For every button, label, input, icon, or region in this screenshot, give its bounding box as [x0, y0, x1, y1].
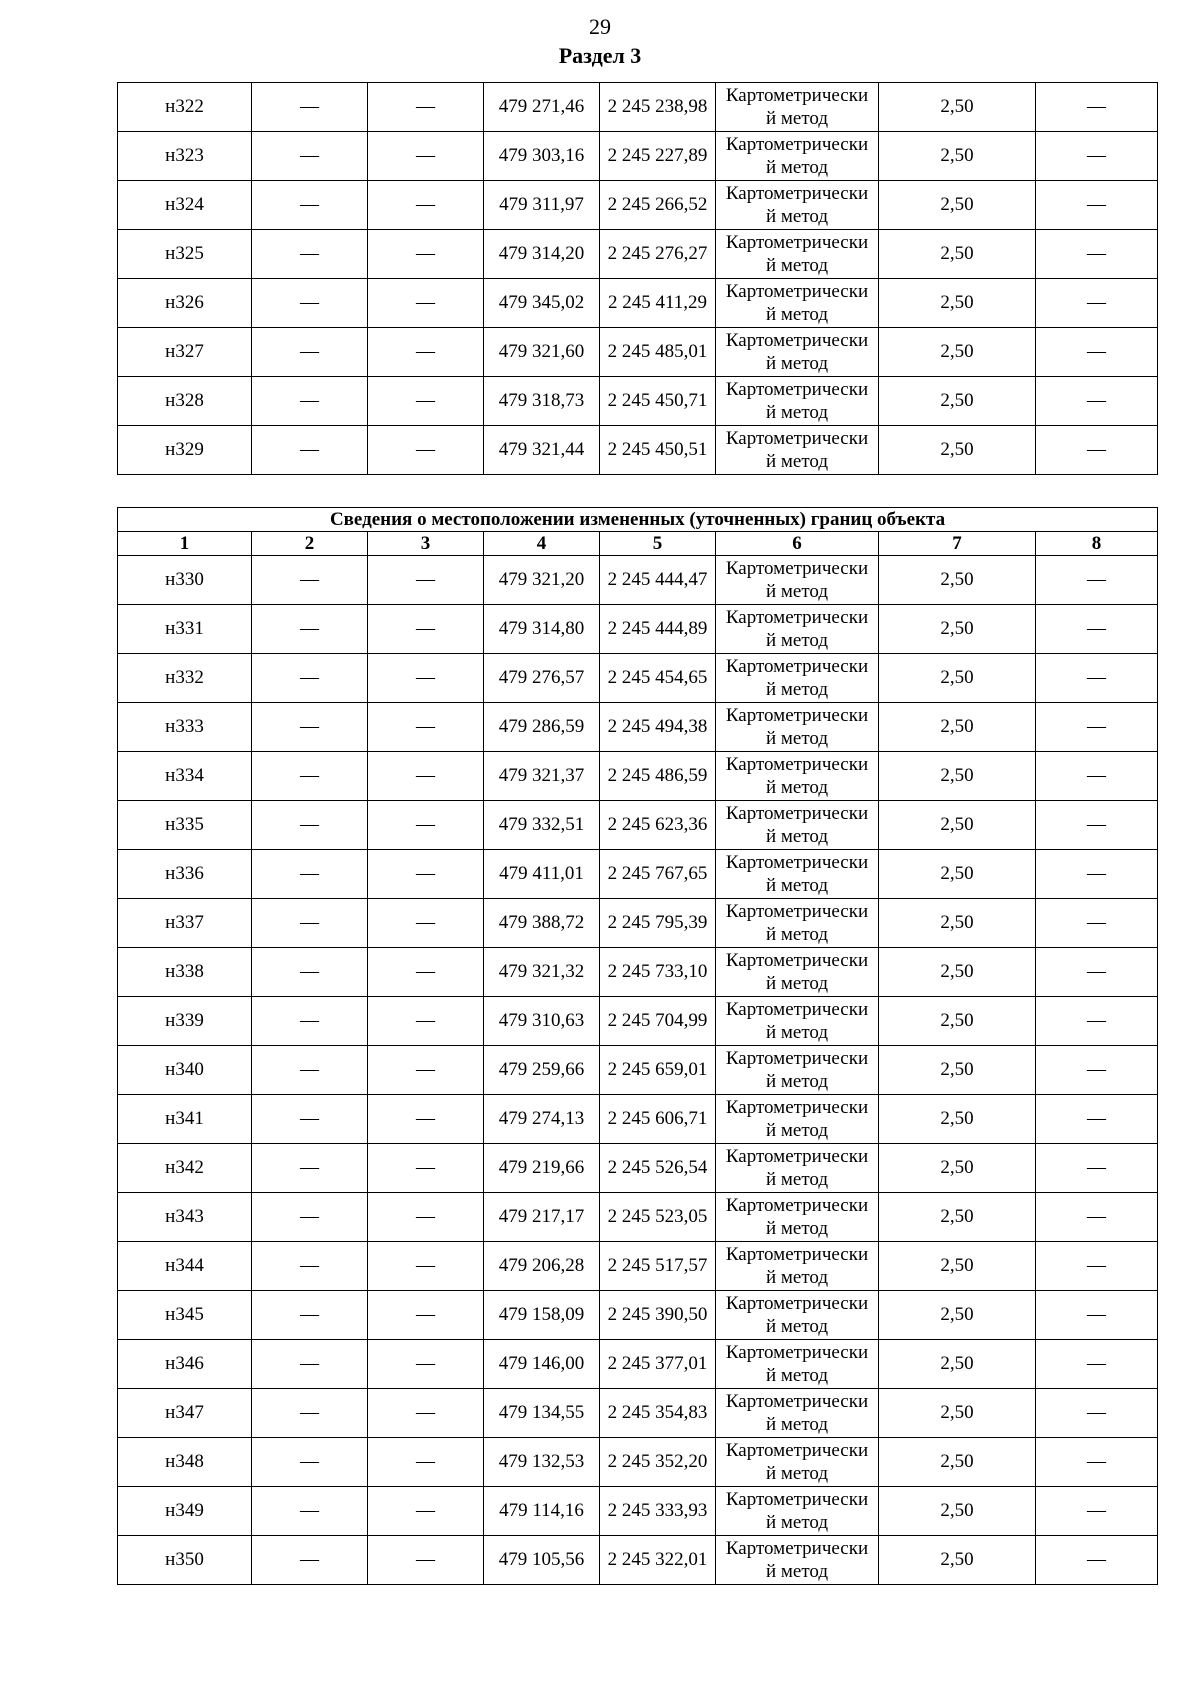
old-x-cell: — — [252, 1144, 368, 1193]
description-cell: — — [1036, 654, 1158, 703]
section-title: Раздел 3 — [558, 43, 642, 68]
accuracy-cell: 2,50 — [879, 83, 1036, 132]
x-coordinate-cell: 479 158,09 — [484, 1291, 600, 1340]
old-y-cell: — — [368, 1487, 484, 1536]
column-number-cell: 4 — [484, 532, 600, 556]
x-coordinate-cell: 479 321,37 — [484, 752, 600, 801]
method-cell: Картометрически й метод — [716, 752, 879, 801]
old-x-cell: — — [252, 181, 368, 230]
old-x-cell: — — [252, 377, 368, 426]
y-coordinate-cell: 2 245 606,71 — [600, 1095, 716, 1144]
description-cell: — — [1036, 1389, 1158, 1438]
method-cell: Картометрически й метод — [716, 1193, 879, 1242]
x-coordinate-cell: 479 114,16 — [484, 1487, 600, 1536]
column-number-row — [118, 532, 1158, 556]
method-cell: Картометрически й метод — [716, 1487, 879, 1536]
point-number-cell: н349 — [118, 1487, 252, 1536]
description-cell: — — [1036, 377, 1158, 426]
table-row — [118, 1340, 1158, 1389]
old-x-cell: — — [252, 1438, 368, 1487]
y-coordinate-cell: 2 245 411,29 — [600, 279, 716, 328]
description-cell: — — [1036, 230, 1158, 279]
description-cell: — — [1036, 1046, 1158, 1095]
old-y-cell: — — [368, 181, 484, 230]
old-y-cell: — — [368, 1193, 484, 1242]
y-coordinate-cell: 2 245 486,59 — [600, 752, 716, 801]
accuracy-cell: 2,50 — [879, 752, 1036, 801]
old-x-cell: — — [252, 230, 368, 279]
point-number-cell: н350 — [118, 1536, 252, 1585]
method-cell: Картометрически й метод — [716, 1291, 879, 1340]
x-coordinate-cell: 479 259,66 — [484, 1046, 600, 1095]
old-x-cell: — — [252, 899, 368, 948]
table-row — [118, 605, 1158, 654]
old-x-cell: — — [252, 1095, 368, 1144]
point-number-cell: н322 — [118, 83, 252, 132]
table-row — [118, 850, 1158, 899]
table-row — [118, 948, 1158, 997]
y-coordinate-cell: 2 245 767,65 — [600, 850, 716, 899]
old-y-cell: — — [368, 1438, 484, 1487]
method-cell: Картометрически й метод — [716, 1242, 879, 1291]
point-number-cell: н339 — [118, 997, 252, 1046]
point-number-cell: н325 — [118, 230, 252, 279]
accuracy-cell: 2,50 — [879, 1242, 1036, 1291]
y-coordinate-cell: 2 245 623,36 — [600, 801, 716, 850]
accuracy-cell: 2,50 — [879, 654, 1036, 703]
table-row — [118, 556, 1158, 605]
old-x-cell: — — [252, 328, 368, 377]
table-caption: Сведения о местоположении измененных (уточненных) границ объекта — [118, 508, 1158, 532]
accuracy-cell: 2,50 — [879, 279, 1036, 328]
accuracy-cell: 2,50 — [879, 328, 1036, 377]
y-coordinate-cell: 2 245 517,57 — [600, 1242, 716, 1291]
point-number-cell: н326 — [118, 279, 252, 328]
old-x-cell: — — [252, 1242, 368, 1291]
description-cell: — — [1036, 1095, 1158, 1144]
description-cell: — — [1036, 948, 1158, 997]
method-cell: Картометрически й метод — [716, 181, 879, 230]
description-cell: — — [1036, 752, 1158, 801]
y-coordinate-cell: 2 245 333,93 — [600, 1487, 716, 1536]
table-row — [118, 1291, 1158, 1340]
x-coordinate-cell: 479 217,17 — [484, 1193, 600, 1242]
description-cell: — — [1036, 899, 1158, 948]
old-y-cell: — — [368, 328, 484, 377]
description-cell: — — [1036, 850, 1158, 899]
x-coordinate-cell: 479 276,57 — [484, 654, 600, 703]
method-cell: Картометрически й метод — [716, 426, 879, 475]
point-number-cell: н323 — [118, 132, 252, 181]
accuracy-cell: 2,50 — [879, 1291, 1036, 1340]
table-row — [118, 1438, 1158, 1487]
column-number-cell: 2 — [252, 532, 368, 556]
table-row — [118, 703, 1158, 752]
old-x-cell: — — [252, 1536, 368, 1585]
y-coordinate-cell: 2 245 276,27 — [600, 230, 716, 279]
table-row — [118, 1095, 1158, 1144]
description-cell: — — [1036, 1487, 1158, 1536]
column-number-cell: 3 — [368, 532, 484, 556]
old-x-cell: — — [252, 703, 368, 752]
old-y-cell: — — [368, 1291, 484, 1340]
table-row — [118, 752, 1158, 801]
method-cell: Картометрически й метод — [716, 605, 879, 654]
point-number-cell: н341 — [118, 1095, 252, 1144]
old-y-cell: — — [368, 1144, 484, 1193]
method-cell: Картометрически й метод — [716, 801, 879, 850]
description-cell: — — [1036, 1438, 1158, 1487]
point-number-cell: н343 — [118, 1193, 252, 1242]
method-cell: Картометрически й метод — [716, 328, 879, 377]
old-x-cell: — — [252, 556, 368, 605]
description-cell: — — [1036, 1193, 1158, 1242]
x-coordinate-cell: 479 314,80 — [484, 605, 600, 654]
old-y-cell: — — [368, 1046, 484, 1095]
table-row — [118, 328, 1158, 377]
table-row — [118, 801, 1158, 850]
boundaries-table — [117, 507, 1158, 1585]
method-cell: Картометрически й метод — [716, 899, 879, 948]
y-coordinate-cell: 2 245 444,47 — [600, 556, 716, 605]
old-x-cell: — — [252, 83, 368, 132]
description-cell: — — [1036, 556, 1158, 605]
point-number-cell: н336 — [118, 850, 252, 899]
accuracy-cell: 2,50 — [879, 1389, 1036, 1438]
point-number-cell: н329 — [118, 426, 252, 475]
old-y-cell: — — [368, 377, 484, 426]
accuracy-cell: 2,50 — [879, 948, 1036, 997]
old-x-cell: — — [252, 948, 368, 997]
point-number-cell: н331 — [118, 605, 252, 654]
point-number-cell: н335 — [118, 801, 252, 850]
table-row — [118, 181, 1158, 230]
x-coordinate-cell: 479 146,00 — [484, 1340, 600, 1389]
description-cell: — — [1036, 83, 1158, 132]
old-y-cell: — — [368, 997, 484, 1046]
description-cell: — — [1036, 703, 1158, 752]
old-x-cell: — — [252, 801, 368, 850]
method-cell: Картометрически й метод — [716, 703, 879, 752]
table-row — [118, 1046, 1158, 1095]
old-y-cell: — — [368, 1340, 484, 1389]
accuracy-cell: 2,50 — [879, 850, 1036, 899]
accuracy-cell: 2,50 — [879, 1536, 1036, 1585]
old-x-cell: — — [252, 279, 368, 328]
x-coordinate-cell: 479 206,28 — [484, 1242, 600, 1291]
old-x-cell: — — [252, 1487, 368, 1536]
description-cell: — — [1036, 1242, 1158, 1291]
y-coordinate-cell: 2 245 377,01 — [600, 1340, 716, 1389]
old-y-cell: — — [368, 899, 484, 948]
accuracy-cell: 2,50 — [879, 1144, 1036, 1193]
accuracy-cell: 2,50 — [879, 899, 1036, 948]
y-coordinate-cell: 2 245 227,89 — [600, 132, 716, 181]
accuracy-cell: 2,50 — [879, 230, 1036, 279]
x-coordinate-cell: 479 271,46 — [484, 83, 600, 132]
description-cell: — — [1036, 1144, 1158, 1193]
accuracy-cell: 2,50 — [879, 556, 1036, 605]
table-row — [118, 279, 1158, 328]
table-row — [118, 1536, 1158, 1585]
table-row — [118, 377, 1158, 426]
column-number-cell: 7 — [879, 532, 1036, 556]
old-y-cell: — — [368, 605, 484, 654]
y-coordinate-cell: 2 245 354,83 — [600, 1389, 716, 1438]
table-row — [118, 899, 1158, 948]
description-cell: — — [1036, 279, 1158, 328]
table-row — [118, 1389, 1158, 1438]
method-cell: Картометрически й метод — [716, 1438, 879, 1487]
column-number-cell: 5 — [600, 532, 716, 556]
x-coordinate-cell: 479 332,51 — [484, 801, 600, 850]
y-coordinate-cell: 2 245 322,01 — [600, 1536, 716, 1585]
point-number-cell: н328 — [118, 377, 252, 426]
accuracy-cell: 2,50 — [879, 801, 1036, 850]
method-cell: Картометрически й метод — [716, 654, 879, 703]
table-row — [118, 132, 1158, 181]
accuracy-cell: 2,50 — [879, 1487, 1036, 1536]
y-coordinate-cell: 2 245 444,89 — [600, 605, 716, 654]
method-cell: Картометрически й метод — [716, 556, 879, 605]
method-cell: Картометрически й метод — [716, 1095, 879, 1144]
method-cell: Картометрически й метод — [716, 83, 879, 132]
y-coordinate-cell: 2 245 352,20 — [600, 1438, 716, 1487]
old-y-cell: — — [368, 279, 484, 328]
point-number-cell: н348 — [118, 1438, 252, 1487]
description-cell: — — [1036, 997, 1158, 1046]
point-number-cell: н338 — [118, 948, 252, 997]
x-coordinate-cell: 479 345,02 — [484, 279, 600, 328]
y-coordinate-cell: 2 245 450,71 — [600, 377, 716, 426]
point-number-cell: н324 — [118, 181, 252, 230]
x-coordinate-cell: 479 134,55 — [484, 1389, 600, 1438]
y-coordinate-cell: 2 245 733,10 — [600, 948, 716, 997]
old-x-cell: — — [252, 605, 368, 654]
y-coordinate-cell: 2 245 704,99 — [600, 997, 716, 1046]
y-coordinate-cell: 2 245 485,01 — [600, 328, 716, 377]
old-y-cell: — — [368, 426, 484, 475]
point-number-cell: н344 — [118, 1242, 252, 1291]
table-caption-row — [118, 508, 1158, 532]
point-number-cell: н337 — [118, 899, 252, 948]
old-y-cell: — — [368, 703, 484, 752]
y-coordinate-cell: 2 245 526,54 — [600, 1144, 716, 1193]
old-x-cell: — — [252, 997, 368, 1046]
method-cell: Картометрически й метод — [716, 997, 879, 1046]
table-row — [118, 1193, 1158, 1242]
description-cell: — — [1036, 426, 1158, 475]
point-number-cell: н347 — [118, 1389, 252, 1438]
y-coordinate-cell: 2 245 494,38 — [600, 703, 716, 752]
old-y-cell: — — [368, 850, 484, 899]
y-coordinate-cell: 2 245 266,52 — [600, 181, 716, 230]
x-coordinate-cell: 479 132,53 — [484, 1438, 600, 1487]
x-coordinate-cell: 479 321,20 — [484, 556, 600, 605]
point-number-cell: н334 — [118, 752, 252, 801]
old-y-cell: — — [368, 1536, 484, 1585]
method-cell: Картометрически й метод — [716, 230, 879, 279]
y-coordinate-cell: 2 245 795,39 — [600, 899, 716, 948]
old-y-cell: — — [368, 948, 484, 997]
coordinates-table-continued — [117, 82, 1158, 475]
old-x-cell: — — [252, 132, 368, 181]
table-row — [118, 83, 1158, 132]
old-y-cell: — — [368, 132, 484, 181]
y-coordinate-cell: 2 245 238,98 — [600, 83, 716, 132]
column-number-cell: 1 — [118, 532, 252, 556]
y-coordinate-cell: 2 245 454,65 — [600, 654, 716, 703]
method-cell: Картометрически й метод — [716, 948, 879, 997]
page-number: 29 — [589, 14, 611, 39]
table-row — [118, 230, 1158, 279]
y-coordinate-cell: 2 245 390,50 — [600, 1291, 716, 1340]
method-cell: Картометрически й метод — [716, 1389, 879, 1438]
method-cell: Картометрически й метод — [716, 1144, 879, 1193]
x-coordinate-cell: 479 411,01 — [484, 850, 600, 899]
description-cell: — — [1036, 1340, 1158, 1389]
x-coordinate-cell: 479 274,13 — [484, 1095, 600, 1144]
column-number-cell: 6 — [716, 532, 879, 556]
accuracy-cell: 2,50 — [879, 1046, 1036, 1095]
description-cell: — — [1036, 132, 1158, 181]
accuracy-cell: 2,50 — [879, 1340, 1036, 1389]
x-coordinate-cell: 479 318,73 — [484, 377, 600, 426]
point-number-cell: н346 — [118, 1340, 252, 1389]
accuracy-cell: 2,50 — [879, 1193, 1036, 1242]
old-y-cell: — — [368, 230, 484, 279]
old-x-cell: — — [252, 1291, 368, 1340]
method-cell: Картометрически й метод — [716, 279, 879, 328]
description-cell: — — [1036, 605, 1158, 654]
accuracy-cell: 2,50 — [879, 181, 1036, 230]
point-number-cell: н332 — [118, 654, 252, 703]
old-y-cell: — — [368, 83, 484, 132]
description-cell: — — [1036, 1536, 1158, 1585]
old-x-cell: — — [252, 654, 368, 703]
point-number-cell: н345 — [118, 1291, 252, 1340]
x-coordinate-cell: 479 321,60 — [484, 328, 600, 377]
point-number-cell: н340 — [118, 1046, 252, 1095]
accuracy-cell: 2,50 — [879, 703, 1036, 752]
x-coordinate-cell: 479 311,97 — [484, 181, 600, 230]
x-coordinate-cell: 479 321,32 — [484, 948, 600, 997]
description-cell: — — [1036, 328, 1158, 377]
accuracy-cell: 2,50 — [879, 426, 1036, 475]
old-y-cell: — — [368, 752, 484, 801]
table-row — [118, 1487, 1158, 1536]
old-y-cell: — — [368, 1242, 484, 1291]
table-row — [118, 997, 1158, 1046]
method-cell: Картометрически й метод — [716, 1340, 879, 1389]
table-row — [118, 1144, 1158, 1193]
method-cell: Картометрически й метод — [716, 1046, 879, 1095]
x-coordinate-cell: 479 303,16 — [484, 132, 600, 181]
accuracy-cell: 2,50 — [879, 605, 1036, 654]
description-cell: — — [1036, 181, 1158, 230]
old-y-cell: — — [368, 801, 484, 850]
old-x-cell: — — [252, 426, 368, 475]
old-x-cell: — — [252, 1389, 368, 1438]
x-coordinate-cell: 479 321,44 — [484, 426, 600, 475]
description-cell: — — [1036, 1291, 1158, 1340]
old-y-cell: — — [368, 556, 484, 605]
table-row — [118, 654, 1158, 703]
old-y-cell: — — [368, 654, 484, 703]
old-x-cell: — — [252, 1340, 368, 1389]
point-number-cell: н333 — [118, 703, 252, 752]
method-cell: Картометрически й метод — [716, 377, 879, 426]
y-coordinate-cell: 2 245 523,05 — [600, 1193, 716, 1242]
x-coordinate-cell: 479 219,66 — [484, 1144, 600, 1193]
accuracy-cell: 2,50 — [879, 377, 1036, 426]
old-x-cell: — — [252, 1193, 368, 1242]
x-coordinate-cell: 479 314,20 — [484, 230, 600, 279]
table-row — [118, 1242, 1158, 1291]
accuracy-cell: 2,50 — [879, 1095, 1036, 1144]
x-coordinate-cell: 479 388,72 — [484, 899, 600, 948]
old-x-cell: — — [252, 752, 368, 801]
x-coordinate-cell: 479 105,56 — [484, 1536, 600, 1585]
y-coordinate-cell: 2 245 659,01 — [600, 1046, 716, 1095]
x-coordinate-cell: 479 310,63 — [484, 997, 600, 1046]
column-number-cell: 8 — [1036, 532, 1158, 556]
old-x-cell: — — [252, 850, 368, 899]
table-row — [118, 426, 1158, 475]
x-coordinate-cell: 479 286,59 — [484, 703, 600, 752]
old-y-cell: — — [368, 1095, 484, 1144]
accuracy-cell: 2,50 — [879, 1438, 1036, 1487]
description-cell: — — [1036, 801, 1158, 850]
method-cell: Картометрически й метод — [716, 850, 879, 899]
y-coordinate-cell: 2 245 450,51 — [600, 426, 716, 475]
method-cell: Картометрически й метод — [716, 132, 879, 181]
point-number-cell: н330 — [118, 556, 252, 605]
point-number-cell: н327 — [118, 328, 252, 377]
old-x-cell: — — [252, 1046, 368, 1095]
accuracy-cell: 2,50 — [879, 997, 1036, 1046]
point-number-cell: н342 — [118, 1144, 252, 1193]
method-cell: Картометрически й метод — [716, 1536, 879, 1585]
old-y-cell: — — [368, 1389, 484, 1438]
accuracy-cell: 2,50 — [879, 132, 1036, 181]
